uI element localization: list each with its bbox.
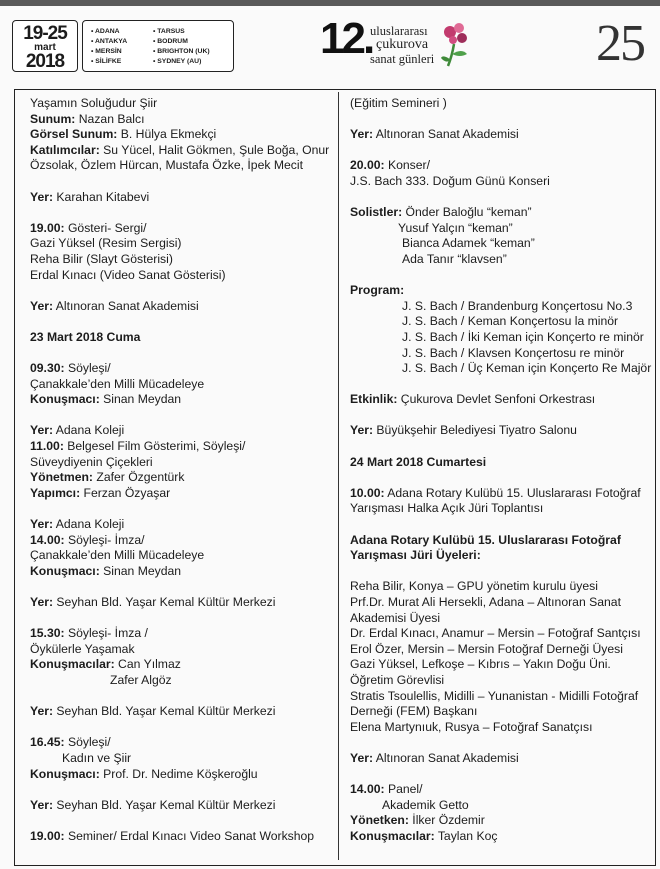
line-value: Seyhan Bld. Yaşar Kemal Kültür Merkezi [53, 595, 276, 609]
line-gap [350, 408, 650, 424]
line-value: Reha Bilir (Slayt Gösterisi) [30, 251, 173, 266]
program-line [30, 127, 330, 143]
cities-box [82, 20, 234, 72]
line-value: Yaşamın Soluğudur Şiir [30, 96, 158, 110]
cities-col-1 [91, 27, 127, 67]
city: • MERSİN [91, 48, 122, 55]
cities-col-2 [153, 27, 210, 67]
line-label: Sunum: [30, 111, 76, 126]
line-value: Seyhan Bld. Yaşar Kemal Kültür Merkezi [53, 704, 276, 719]
line-value: Bianca Adamek “keman” [402, 236, 535, 251]
line-value: Stratis Tsoulellis, Midilli – Yunanistan - Midilli Fotoğraf [350, 688, 639, 703]
program-line [350, 158, 650, 174]
program-line [30, 158, 330, 174]
line-label: Görsel Sunum: [30, 127, 118, 142]
line-value: Akademisi Üyesi [350, 610, 441, 625]
date-month: mart [34, 42, 56, 53]
line-value: Öğretim Görevlisi [350, 672, 445, 687]
program-line [350, 501, 650, 517]
program-line [350, 174, 650, 190]
line-label: Program: [350, 283, 405, 298]
program-line [350, 595, 650, 611]
line-value: Çanakkale’den Milli Mücadeleye [30, 376, 205, 391]
city: • ANTAKYA [91, 38, 128, 45]
line-value: Gazi Yüksel (Resim Sergisi) [30, 236, 182, 251]
program-line [350, 252, 650, 268]
line-value: Karahan Kitabevi [53, 189, 150, 204]
program-line [30, 751, 330, 767]
program-line [30, 190, 330, 206]
line-label: Yer: [30, 189, 54, 204]
line-gap [30, 611, 330, 627]
program-line [30, 673, 330, 689]
program-line [350, 657, 650, 673]
city: • TARSUS [153, 28, 185, 35]
program-line [350, 299, 650, 315]
festival-name-line-2: çukurova [376, 37, 429, 52]
line-value: Özsolak, Özlem Hürcan, Mustafa Özke, İpek Mecit [30, 158, 303, 173]
line-value: Söyleşi- İmza / [64, 626, 148, 641]
line-value: İlker Özdemir [408, 813, 485, 828]
line-gap [30, 782, 330, 798]
city: • SYDNEY (AU) [153, 58, 202, 65]
line-value: Reha Bilir, Konya – GPU yönetim kurulu üyesi [350, 579, 598, 594]
program-line [350, 455, 650, 471]
program-line [350, 751, 650, 767]
line-value: Yarışması Halka Açık Jüri Toplantısı [350, 501, 544, 516]
program-line [30, 221, 330, 237]
line-label: Yer: [30, 595, 54, 609]
line-value: Gazi Yüksel, Lefkoşe – Kıbrıs – Yakın Doğu Üni. [350, 657, 611, 672]
line-value: Belgesel Film Gösterimi, Söyleşi/ [63, 439, 246, 454]
line-label: Konuşmacılar: [30, 657, 115, 672]
line-value: Prof. Dr. Nedime Köşkeroğlu [99, 766, 258, 781]
city: • BRIGHTON (UK) [153, 48, 210, 55]
program-column-right [350, 96, 650, 845]
line-value: Sinan Meydan [99, 563, 182, 578]
line-label: 20.00: [350, 158, 385, 173]
line-label: Yer: [30, 423, 54, 438]
line-gap [30, 174, 330, 190]
line-value: Zafer Özgentürk [92, 470, 185, 485]
line-value: Büyükşehir Belediyesi Tiyatro Salonu [373, 423, 577, 438]
line-gap [350, 143, 650, 159]
city: • BODRUM [153, 38, 188, 45]
line-gap [350, 268, 650, 284]
program-line [30, 533, 330, 549]
program-line [350, 533, 650, 549]
program-line [30, 392, 330, 408]
program-line [30, 657, 330, 673]
line-label: Yer: [30, 298, 54, 313]
program-line [350, 236, 650, 252]
line-label: Etkinlik: [350, 392, 398, 407]
program-line [30, 112, 330, 128]
line-gap [350, 377, 650, 393]
program-line [350, 720, 650, 736]
program-column-left [30, 96, 330, 845]
line-label: Solistler: [350, 205, 403, 220]
line-value: Ferzan Özyaşar [80, 485, 171, 500]
program-line [30, 626, 330, 642]
line-gap [30, 205, 330, 221]
line-value: Elena Martynıuk, Rusya – Fotoğraf Sanatçısı [350, 719, 593, 734]
program-line [30, 377, 330, 393]
program-line [350, 579, 650, 595]
line-label: 19.00: [30, 220, 65, 235]
line-value: Adana Koleji [53, 423, 125, 438]
line-value: Söyleşi/ [64, 361, 111, 376]
line-gap [350, 470, 650, 486]
line-value: Taylan Koç [434, 828, 498, 843]
line-label: 24 Mart 2018 Cumartesi [350, 454, 487, 469]
program-line [350, 423, 650, 439]
program-line [350, 283, 650, 299]
line-value: Çukurova Devlet Senfoni Orkestrası [397, 392, 596, 407]
program-line [350, 330, 650, 346]
line-value: Su Yücel, Halit Gökmen, Şule Boğa, Onur [99, 142, 330, 157]
line-label: 23 Mart 2018 Cuma [30, 329, 141, 344]
program-line [350, 673, 650, 689]
program-line [30, 96, 330, 112]
program-line [30, 517, 330, 533]
line-gap [30, 813, 330, 829]
line-label: 14.00: [30, 532, 65, 547]
line-value: (Eğitim Semineri ) [350, 96, 447, 110]
line-gap [350, 112, 650, 128]
line-label: Konuşmacı: [30, 392, 100, 407]
line-label: Yer: [350, 750, 374, 765]
line-value: Can Yılmaz [114, 657, 181, 672]
line-value: J. S. Bach / İki Keman için Konçerto re minör [402, 329, 644, 344]
line-value: Prf.Dr. Murat Ali Hersekli, Adana – Altınoran Sanat [350, 595, 621, 609]
line-value: J. S. Bach / Keman Konçertosu la minör [402, 314, 619, 329]
program-line [350, 642, 650, 658]
line-gap [350, 190, 650, 206]
line-gap [30, 408, 330, 424]
line-value: Söyleşi/ [64, 735, 111, 750]
program-line [30, 143, 330, 159]
line-value: Derneği (FEM) Başkanı [350, 704, 478, 719]
program-line [350, 96, 650, 112]
line-value: J. S. Bach / Brandenburg Konçertosu No.3 [402, 298, 633, 313]
program-line [350, 611, 650, 627]
line-value: Altınoran Sanat Akademisi [373, 750, 519, 765]
line-value: Nazan Balcı [75, 111, 145, 126]
line-label: 11.00: [30, 439, 64, 454]
festival-name-line-1: uluslararası [370, 24, 428, 38]
line-value: Sinan Meydan [99, 392, 182, 407]
city: • ADANA [91, 28, 120, 35]
line-gap [30, 720, 330, 736]
line-value: Yusuf Yalçın “keman” [398, 220, 513, 235]
program-line [30, 548, 330, 564]
program-line [30, 486, 330, 502]
flower-logo-icon [440, 18, 470, 68]
line-value: J. S. Bach / Klavsen Konçertosu re minör [402, 345, 625, 360]
program-line [350, 798, 650, 814]
line-gap [30, 314, 330, 330]
line-label: Yarışması Jüri Üyeleri: [350, 548, 481, 563]
program-line [30, 268, 330, 284]
line-value: B. Hülya Ekmekçi [117, 127, 217, 142]
date-year: 2018 [25, 51, 65, 72]
column-divider [338, 92, 339, 860]
program-line [350, 346, 650, 362]
program-line [30, 595, 330, 611]
program-line [30, 423, 330, 439]
program-line [350, 689, 650, 705]
line-value: Akademik Getto [382, 797, 469, 812]
program-line [350, 205, 650, 221]
line-value: Gösteri- Sergi/ [64, 220, 147, 235]
line-gap [350, 767, 650, 783]
program-line [350, 782, 650, 798]
line-label: 19.00: [30, 828, 65, 843]
line-label: Konuşmacılar: [350, 828, 435, 843]
line-value: Zafer Algöz [110, 672, 172, 687]
program-line [30, 330, 330, 346]
line-value: Söyleşi- İmza/ [64, 532, 145, 547]
line-label: Yer: [350, 127, 374, 142]
program-line [30, 439, 330, 455]
program-line [350, 626, 650, 642]
line-value: Dr. Erdal Kınacı, Anamur – Mersin – Fotoğraf Santçısı [350, 626, 641, 641]
line-value: Panel/ [384, 782, 423, 797]
date-box [12, 20, 78, 72]
program-line [30, 704, 330, 720]
line-value: Seminer/ Erdal Kınacı Video Sanat Workshop [64, 828, 315, 843]
program-line [350, 392, 650, 408]
line-value: Ada Tanır “klavsen” [402, 251, 507, 266]
line-gap [30, 689, 330, 705]
line-value: Altınoran Sanat Akademisi [373, 127, 519, 142]
line-label: 10.00: [350, 485, 385, 500]
line-label: Yer: [30, 797, 54, 812]
line-value: Altınoran Sanat Akademisi [53, 298, 199, 313]
line-value: J. S. Bach / Üç Keman için Konçerto Re Majör [402, 361, 652, 376]
program-line [30, 735, 330, 751]
program-line [30, 642, 330, 658]
line-label: 09.30: [30, 361, 65, 376]
top-bar [0, 0, 660, 6]
line-label: Yer: [30, 517, 54, 532]
program-line [30, 252, 330, 268]
line-value: Öykülerle Yaşamak [30, 641, 135, 656]
line-value: Süveydiyenin Çiçekleri [30, 454, 153, 469]
program-line [30, 767, 330, 783]
line-gap [30, 501, 330, 517]
line-value: J.S. Bach 333. Doğum Günü Konseri [350, 173, 550, 188]
program-line [350, 548, 650, 564]
date-range: 19-25 [23, 23, 67, 44]
program-line [350, 704, 650, 720]
line-label: 16.45: [30, 735, 65, 750]
line-gap [350, 517, 650, 533]
program-line [30, 829, 330, 845]
line-label: Yer: [30, 704, 54, 719]
program-line [350, 361, 650, 377]
program-line [350, 127, 650, 143]
line-value: Adana Rotary Kulübü 15. Uluslararası Fotoğraf [384, 485, 641, 500]
line-gap [30, 579, 330, 595]
line-label: Konuşmacı: [30, 766, 100, 781]
line-value: Önder Baloğlu “keman” [402, 205, 532, 220]
line-label: Yönetken: [350, 813, 409, 828]
program-line [30, 470, 330, 486]
line-label: Yer: [350, 423, 374, 438]
line-label: 14.00: [350, 782, 385, 797]
line-gap [30, 346, 330, 362]
page-number: 25 [596, 15, 644, 72]
line-gap [350, 564, 650, 580]
line-label: Yönetmen: [30, 470, 93, 485]
line-value: Adana Koleji [53, 517, 125, 532]
line-label: 15.30: [30, 626, 65, 641]
line-label: Adana Rotary Kulübü 15. Uluslararası Fotoğraf [350, 532, 621, 547]
program-line [350, 221, 650, 237]
line-value: Konser/ [384, 158, 430, 173]
program-line [350, 314, 650, 330]
line-value: Seyhan Bld. Yaşar Kemal Kültür Merkezi [53, 797, 276, 812]
program-line [30, 236, 330, 252]
program-line [350, 486, 650, 502]
line-value: Erol Özer, Mersin – Mersin Fotoğraf Derneği Üyesi [350, 641, 623, 656]
city: • SİLİFKE [91, 58, 122, 65]
program-line [350, 813, 650, 829]
program-line [30, 361, 330, 377]
line-gap [30, 283, 330, 299]
line-label: Katılımcılar: [30, 142, 100, 157]
program-line [30, 798, 330, 814]
line-label: Konuşmacı: [30, 563, 100, 578]
line-value: Kadın ve Şiir [62, 750, 132, 765]
line-label: Yapımcı: [30, 485, 81, 500]
program-line [30, 299, 330, 315]
line-gap [350, 735, 650, 751]
program-line [30, 455, 330, 471]
program-line [350, 829, 650, 845]
program-line [30, 564, 330, 580]
line-gap [350, 439, 650, 455]
festival-name [370, 24, 434, 66]
line-value: Çanakkale’den Milli Mücadeleye [30, 548, 205, 563]
festival-number: 12. [320, 14, 373, 63]
line-value: Erdal Kınacı (Video Sanat Gösterisi) [30, 267, 226, 282]
festival-name-line-3: sanat günleri [370, 52, 435, 66]
